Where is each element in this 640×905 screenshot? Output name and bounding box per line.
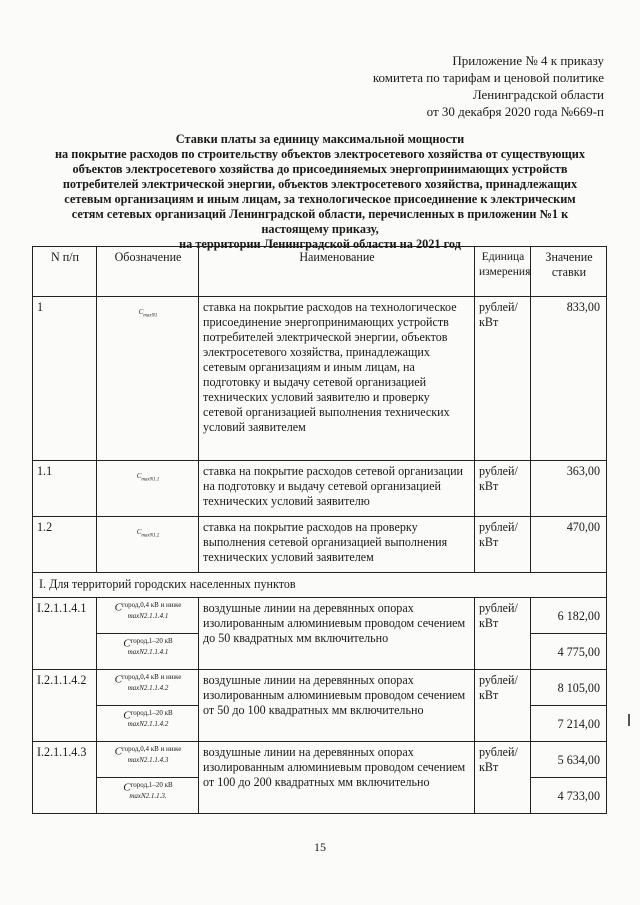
rate-symbol: Cгород,1–20 кВ maxN2.1.1.4.2 — [97, 706, 199, 742]
table-row — [33, 517, 607, 573]
title-line: сетевым организациям и иным лицам, за технологическое присоединение к электрическим — [64, 192, 576, 206]
table-row — [33, 598, 607, 634]
rate-description: воздушные линии на деревянных опорах изолированным алюминиевым проводом сечением до 50 квадратных мм включительно — [199, 598, 475, 670]
rate-value: 4 733,00 — [531, 778, 607, 814]
rate-description: ставка на покрытие расходов на проверку выполнения сетевой организацией выполнения технических условий заявителем — [199, 517, 475, 573]
table-row — [33, 297, 607, 461]
rate-unit: рублей/ кВт — [475, 297, 531, 461]
rate-symbol: $C_{maxN1.2}$ — [97, 517, 199, 573]
rate-value: 6 182,00 — [531, 598, 607, 634]
title-line: сетям сетевых организаций Ленинградской области, перечисленных в приложении №1 к — [71, 207, 569, 221]
header-name: Наименование — [199, 247, 475, 297]
rate-value: 833,00 — [531, 297, 607, 461]
title-line: на территории Ленинградской области на 2021 год — [179, 237, 461, 251]
header-line-1: Приложение № 4 к приказу — [452, 53, 604, 68]
header-unit: Единица измерения — [475, 247, 531, 297]
rate-value: 470,00 — [531, 517, 607, 573]
row-num: I.2.1.1.4.3 — [33, 742, 97, 814]
table-row — [33, 670, 607, 706]
rate-description: ставка на покрытие расходов на технологическое присоединение энергопринимающих устройств потребителей электрической энергии, объектов электросетевого хозяйства, принадлежащих сетевым организациям и иным лицам, на подготовку и выдачу сетевой организацией технических условий заявителю и проверку сетевой организацией выполнения технических условий заявителем — [199, 297, 475, 461]
title-line: настоящему приказу, — [261, 222, 379, 236]
rate-unit: рублей/ кВт — [475, 598, 531, 670]
rate-value: 363,00 — [531, 461, 607, 517]
rate-symbol: Cгород,1–20 кВ maxN2.1.1.4.1 — [97, 634, 199, 670]
header-symbol: Обозначение — [97, 247, 199, 297]
section-title: I. Для территорий городских населенных пунктов — [33, 573, 607, 598]
section-row — [33, 573, 607, 598]
rate-symbol: Cгород,0,4 кВ и ниже maxN2.1.1.4.2 — [97, 670, 199, 706]
rate-value: 7 214,00 — [531, 706, 607, 742]
rate-symbol: Cгород,0,4 кВ и ниже maxN2.1.1.4.1 — [97, 598, 199, 634]
rate-symbol: $C_{maxN1}$ — [97, 297, 199, 461]
row-num: I.2.1.1.4.2 — [33, 670, 97, 742]
rate-unit: рублей/ кВт — [475, 742, 531, 814]
rate-value: 5 634,00 — [531, 742, 607, 778]
row-num: 1.1 — [33, 461, 97, 517]
rate-description: воздушные линии на деревянных опорах изолированным алюминиевым проводом сечением от 100 до 200 квадратных мм включительно — [199, 742, 475, 814]
rate-description: воздушные линии на деревянных опорах изолированным алюминиевым проводом сечением от 50 до 100 квадратных мм включительно — [199, 670, 475, 742]
row-num: I.2.1.1.4.1 — [33, 598, 97, 670]
rate-symbol: Cгород,0,4 кВ и ниже maxN2.1.1.4.3 — [97, 742, 199, 778]
row-num: 1.2 — [33, 517, 97, 573]
table-row — [33, 461, 607, 517]
document-title — [28, 132, 612, 252]
rate-unit: рублей/ кВт — [475, 517, 531, 573]
rate-unit: рублей/ кВт — [475, 461, 531, 517]
title-line: на покрытие расходов по строительству объектов электросетевого хозяйства от существующих — [54, 147, 586, 161]
table-row — [33, 742, 607, 778]
title-line: объектов электросетевого хозяйства до присоединяемых энергопринимающих устройств — [72, 162, 568, 176]
page-number: 15 — [314, 840, 326, 854]
rate-symbol: Cгород,1–20 кВ maxN2.1.1.3. — [97, 778, 199, 814]
header-num: N п/п — [33, 247, 97, 297]
title-line: Ставки платы за единицу максимальной мощности — [175, 132, 465, 146]
header-value: Значение ставки — [531, 247, 607, 297]
document-header — [324, 52, 604, 120]
title-line: потребителей электрической энергии, объектов электросетевого хозяйства, принадлежащих — [62, 177, 578, 191]
header-line-3: Ленинградской области — [472, 87, 604, 102]
rate-value: 8 105,00 — [531, 670, 607, 706]
header-line-2: комитета по тарифам и ценовой политике — [372, 70, 604, 85]
scan-mark — [628, 714, 630, 726]
rate-unit: рублей/ кВт — [475, 670, 531, 742]
header-line-4: от 30 декабря 2020 года №669-п — [426, 104, 604, 119]
table-header-row — [33, 247, 607, 297]
rate-description: ставка на покрытие расходов сетевой организации на подготовку и выдачу сетевой организацией технических условий заявителю — [199, 461, 475, 517]
rates-table — [32, 246, 607, 814]
rate-symbol: $C_{maxN1.1}$ — [97, 461, 199, 517]
row-num: 1 — [33, 297, 97, 461]
rate-value: 4 775,00 — [531, 634, 607, 670]
